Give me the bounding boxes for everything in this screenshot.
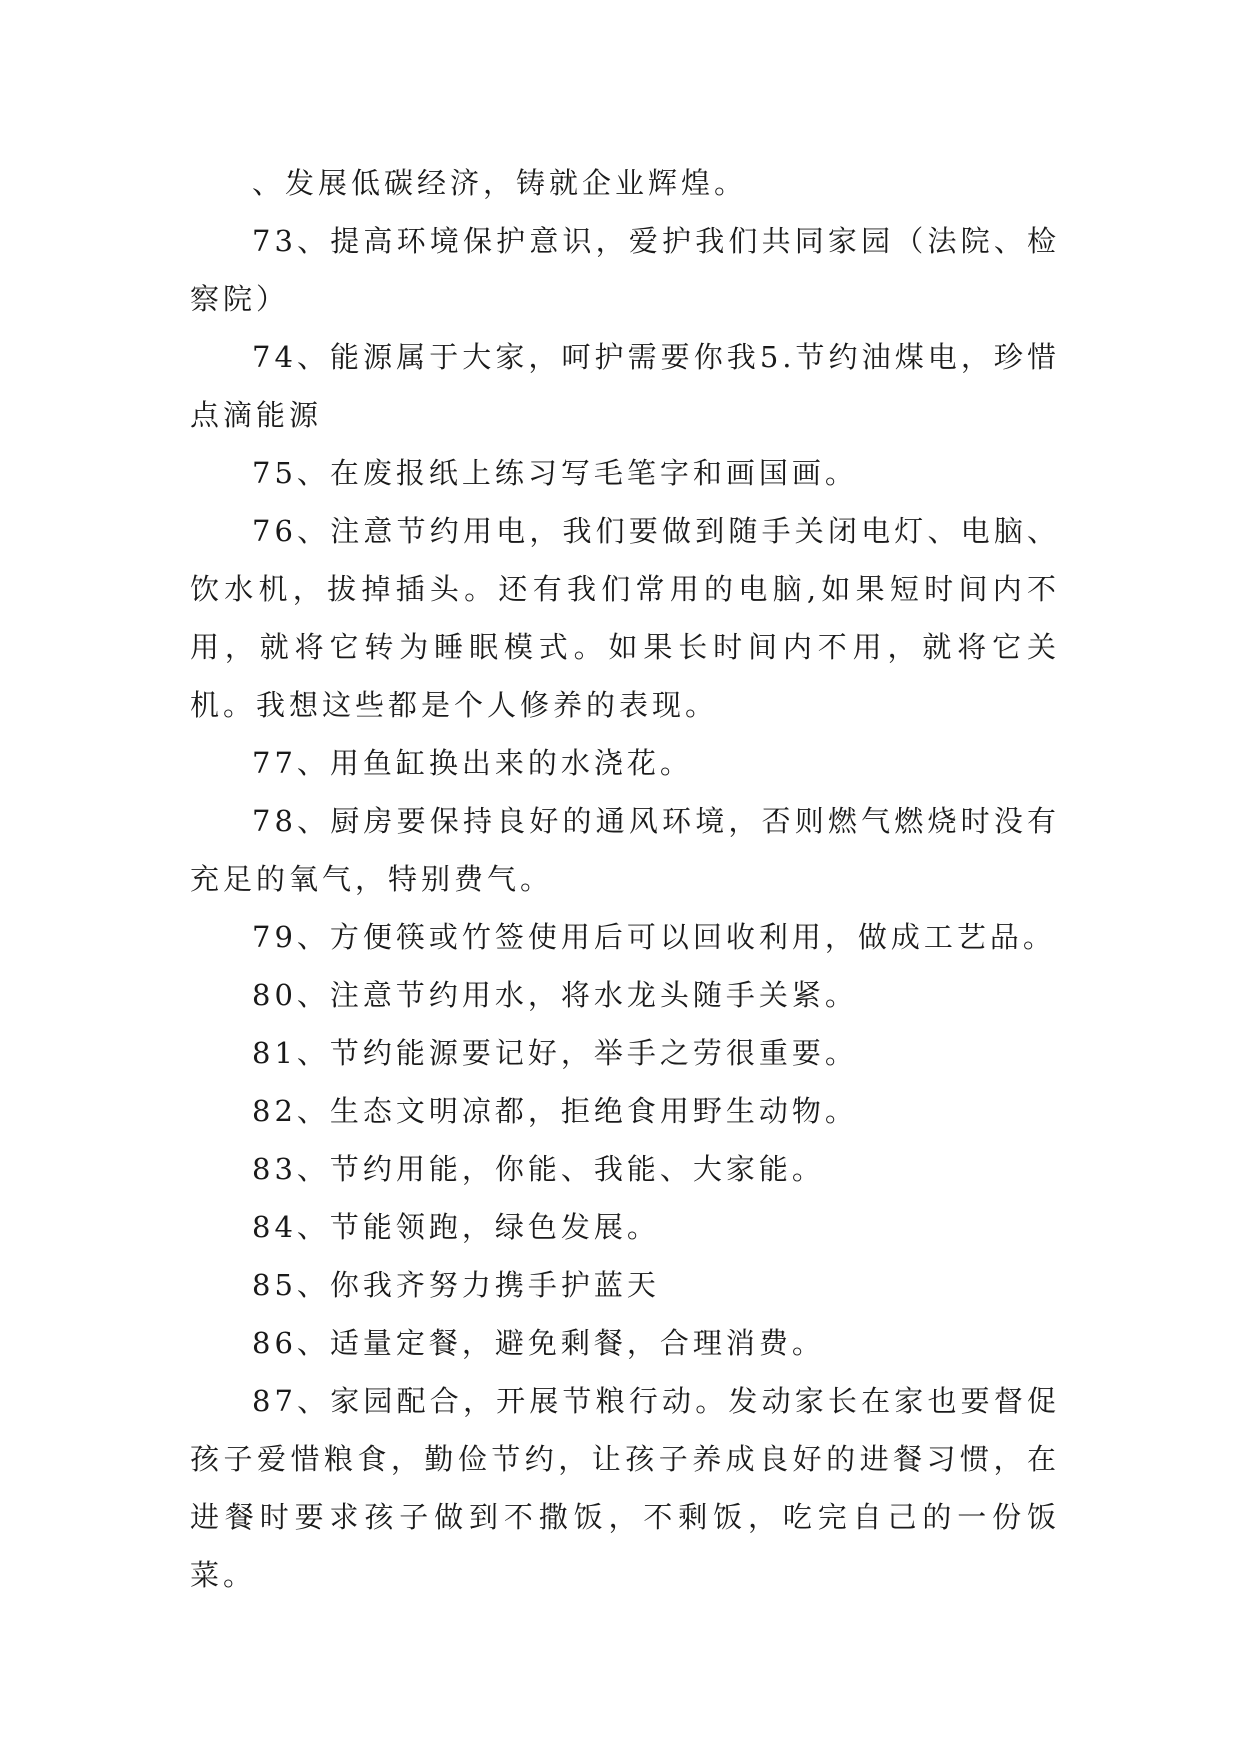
paragraph-80: 80、注意节约用水，将水龙头随手关紧。 bbox=[252, 978, 858, 1012]
paragraph-85: 85、你我齐努力携手护蓝天 bbox=[252, 1268, 660, 1302]
paragraph-77: 77、用鱼缸换出来的水浇花。 bbox=[252, 746, 693, 780]
paragraph-84: 84、节能领跑，绿色发展。 bbox=[252, 1210, 660, 1244]
document-body bbox=[190, 154, 1060, 1604]
paragraph-82: 82、生态文明凉都，拒绝食用野生动物。 bbox=[252, 1094, 858, 1128]
paragraph-86: 86、适量定餐，避免剩餐，合理消费。 bbox=[252, 1326, 825, 1360]
paragraph-78: 78、厨房要保持良好的通风环境，否则燃气燃烧时没有充足的氧气，特别费气。 bbox=[190, 804, 1060, 896]
paragraph-81: 81、节约能源要记好，举手之劳很重要。 bbox=[252, 1036, 858, 1070]
paragraph-83: 83、节约用能，你能、我能、大家能。 bbox=[252, 1152, 825, 1186]
paragraph-87: 87、家园配合，开展节粮行动。发动家长在家也要督促孩子爱惜粮食，勤俭节约，让孩子养成良好的进餐习惯，在进餐时要求孩子做到不撒饭，不剩饭，吃完自己的一份饭菜。 bbox=[190, 1384, 1060, 1592]
paragraph-72-tail: 、发展低碳经济，铸就企业辉煌。 bbox=[252, 166, 748, 200]
paragraph-74: 74、能源属于大家，呵护需要你我5.节约油煤电，珍惜点滴能源 bbox=[190, 340, 1060, 432]
paragraph-79: 79、方便筷或竹签使用后可以回收利用，做成工艺品。 bbox=[252, 920, 1056, 954]
paragraph-75: 75、在废报纸上练习写毛笔字和画国画。 bbox=[252, 456, 858, 490]
paragraph-73: 73、提高环境保护意识，爱护我们共同家园（法院、检察院） bbox=[190, 224, 1060, 316]
paragraph-76: 76、注意节约用电，我们要做到随手关闭电灯、电脑、饮水机，拔掉插头。还有我们常用的电脑,如果短时间内不用，就将它转为睡眠模式。如果长时间内不用，就将它关机。我想这些都是个人修养的表现。 bbox=[190, 514, 1060, 722]
